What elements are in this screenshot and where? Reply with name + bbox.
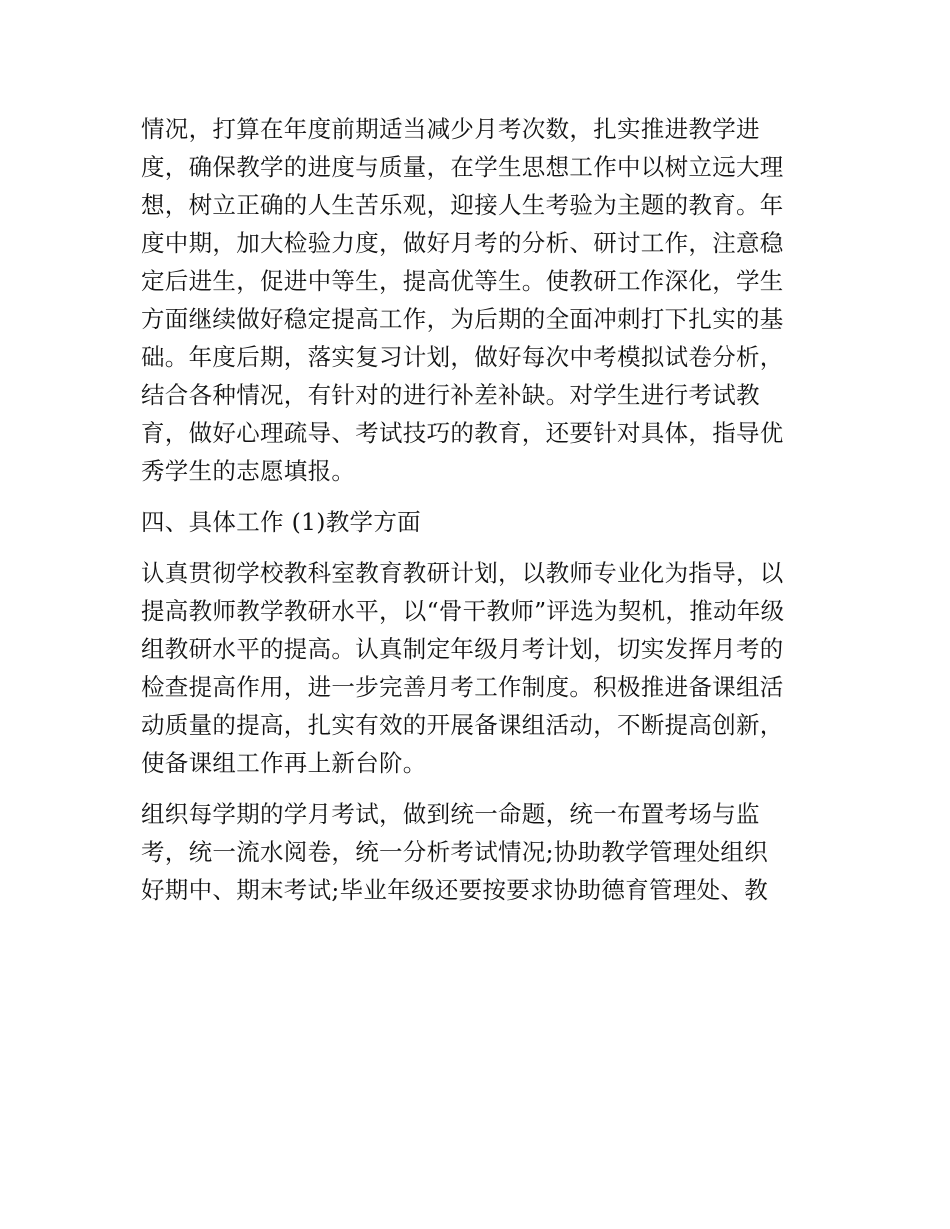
text-line: 度中期，加大检验力度，做好月考的分析、研讨工作，注意稳 (141, 229, 784, 257)
text-line: 检查提高作用，进一步完善月考工作制度。积极推进备课组活 (141, 673, 784, 701)
text-line: 结合各种情况，有针对的进行补差补缺。对学生进行考试教 (141, 381, 760, 409)
text-line: 认真贯彻学校教科室教育教研计划，以教师专业化为指导，以 (141, 559, 784, 587)
text-line: 度，确保教学的进度与质量，在学生思想工作中以树立远大理 (141, 153, 784, 181)
text-line: 想，树立正确的人生苦乐观，迎接人生考验为主题的教育。年 (141, 191, 784, 219)
text-line: 考，统一流水阅卷，统一分析考试情况;协助教学管理处组织 (141, 838, 769, 866)
text-line: 础。年度后期，落实复习计划，做好每次中考模拟试卷分析， (141, 343, 784, 371)
text-line: 组织每学期的学月考试，做到统一命题，统一布置考场与监 (141, 800, 760, 828)
text-line: 方面继续做好稳定提高工作，为后期的全面冲刺打下扎实的基 (141, 305, 784, 333)
text-line: 情况，打算在年度前期适当减少月考次数，扎实推进教学进 (141, 115, 760, 143)
document-body (141, 110, 821, 909)
text-line: 秀学生的志愿填报。 (141, 457, 356, 485)
section-heading: 四、具体工作 (1)教学方面 (141, 508, 421, 536)
text-line: 定后进生，促进中等生，提高优等生。使教研工作深化，学生 (141, 267, 784, 295)
text-line: 育，做好心理疏导、考试技巧的教育，还要针对具体，指导优 (141, 419, 784, 447)
text-line: 动质量的提高，扎实有效的开展备课组活动，不断提高创新， (141, 711, 784, 739)
text-line: 使备课组工作再上新台阶。 (141, 749, 427, 777)
text-line: 组教研水平的提高。认真制定年级月考计划，切实发挥月考的 (141, 635, 784, 663)
text-line: 提高教师教学教研水平，以“骨干教师”评选为契机，推动年级 (141, 597, 785, 625)
text-line: 好期中、期末考试;毕业年级还要按要求协助德育管理处、教 (141, 876, 769, 904)
